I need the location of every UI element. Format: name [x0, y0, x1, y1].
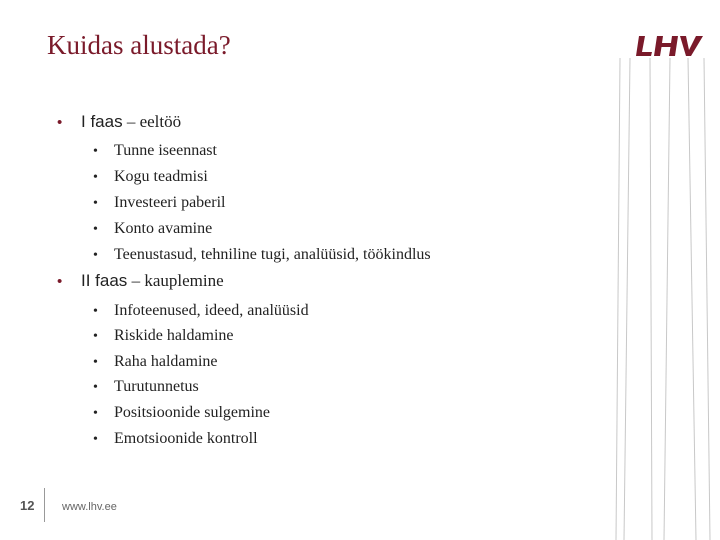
- section-heading: • II faas – kauplemine: [57, 271, 224, 290]
- bullet-icon: •: [57, 273, 63, 290]
- list-item: • Konto avamine: [93, 220, 213, 237]
- bullet-icon: •: [93, 222, 98, 237]
- list-item: • Tunne iseennast: [93, 142, 217, 159]
- bullet-icon: •: [93, 144, 98, 159]
- bullet-icon: •: [57, 114, 63, 131]
- list-item: • Turutunnetus: [93, 378, 199, 395]
- bullet-icon: •: [93, 355, 98, 370]
- list-item: • Emotsioonide kontroll: [93, 430, 258, 447]
- bullet-icon: •: [93, 304, 98, 319]
- bullet-icon: •: [93, 248, 98, 263]
- bullet-icon: •: [93, 329, 98, 344]
- slide-title: Kuidas alustada?: [47, 30, 231, 60]
- bullet-icon: •: [93, 406, 98, 421]
- list-item: • Positsioonide sulgemine: [93, 404, 270, 421]
- bullet-icon: •: [93, 196, 98, 211]
- list-item: • Riskide haldamine: [93, 327, 234, 344]
- list-item: • Teenustasud, tehniline tugi, analüüsid, töökindlus: [93, 246, 431, 263]
- list-item: • Kogu teadmisi: [93, 168, 208, 185]
- list-item: • Raha haldamine: [93, 353, 218, 370]
- list-item: • Infoteenused, ideed, analüüsid: [93, 302, 309, 319]
- bullet-icon: •: [93, 432, 98, 447]
- list-item: • Investeeri paberil: [93, 194, 226, 211]
- lhv-logo: [636, 34, 704, 58]
- decorative-lines: [560, 58, 720, 540]
- page-number: 12: [20, 498, 35, 513]
- section-heading: • I faas – eeltöö: [57, 112, 182, 131]
- bullet-icon: •: [93, 170, 98, 185]
- footer-divider: [44, 488, 45, 522]
- footer-url: www.lhv.ee: [62, 501, 117, 513]
- bullet-icon: •: [93, 380, 98, 395]
